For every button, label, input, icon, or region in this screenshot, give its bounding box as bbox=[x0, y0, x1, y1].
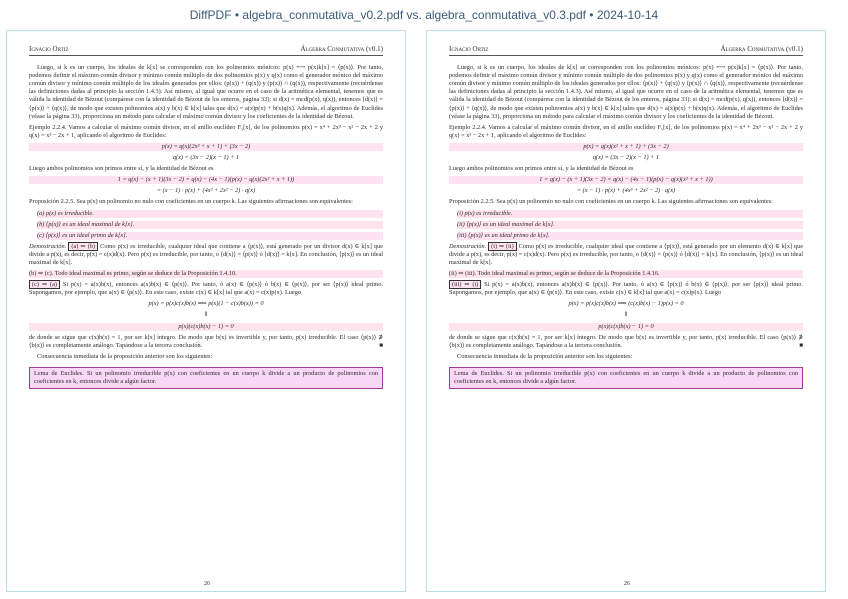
proposition-paragraph: Proposición 2.2.5. Sea p(x) un polinomio no nulo con coeficientes en un cuerpo k. Las siguientes afirmaciones son equivalentes: bbox=[449, 198, 773, 206]
consequence-paragraph: Consecuencia inmediata de la proposición anterior son los siguientes: bbox=[37, 352, 213, 360]
proof-text-3: Si p(x) = a(x)b(x), entonces a(x)b(x) ∈ ⟨p(x)⟩. Por tanto, ó a(x) ∈ ⟨p(x)⟩ ó b(x) ∈ ⟨p(x)⟩, por ser ⟨p(x)⟩ ideal primo. Supongamos, por ejemplo, que a(x) ∈ ⟨p(x)⟩. En este caso, existe c(x) ∈ k[x] tal que a(x) = c(x)p(x). Luego bbox=[449, 281, 804, 297]
intro-paragraph: Luego, si k es un cuerpo, los ideales de k[x] se corresponden con los polinomios mónicos: p(x) ⟷ p(x)k[x] = ⟨p(x)⟩. Por tanto, podemos definir el máximo común divisor y mínimo común múltiplo de dos polinomios p(x) y q(x) como el generador mónico del máximo común divisor y mínimo común múltiplo de los ideales generados por ellos: ⟨p(x)⟩ + ⟨q(x)⟩ y ⟨p(x)⟩ ∩ ⟨q(x)⟩, respectivamente (recuérdense las definiciones dadas al principio la sección 1.4.3). Así mismo, al igual que ocurre en el caso de la aritmética elemental, tenemos que es válida la identidad de Bézout (compárese con la identidad de Bézout de los enteros, página 33): si d(x) = mcd(p(x), q(x)), entonces ⟨d(x)⟩ = ⟨p(x)⟩ + ⟨q(x)⟩, de modo que existen polinomios a(x) y b(x) ∈ k[x] tales que d(x) = a(x)p(x) + b(x)q(x). Además, el algoritmo de Euclides (véase la página 33), proporciona un método para calcular el máximo común divisor y los coeficientes de la identidad de Bézout. bbox=[449, 64, 803, 120]
proposition-item-2: (ii) ⟨p(x)⟩ es un ideal maximal de k[x]. bbox=[457, 221, 803, 229]
page-number: 26 bbox=[624, 581, 630, 587]
equation-euclid-1: p(x) = q(x)(2x² + x + 1) + (3x − 2) bbox=[29, 143, 383, 151]
left-page-content bbox=[29, 45, 383, 389]
proposition-item-3: (iii) ⟨p(x)⟩ es un ideal primo de k[x]. bbox=[457, 232, 803, 240]
equation-proof-2: p(x)(c(x)b(x) − 1) = 0 bbox=[29, 323, 383, 331]
proof-paragraph-1 bbox=[29, 243, 383, 267]
proof-step-box-1: (i) ⇒ (ii) bbox=[488, 242, 517, 251]
example-paragraph: Ejemplo 2.2.4. Vamos a calcular el máximo común divisor, en el anillo euclídeo F₅[x], de los polinomios p(x) = x⁴ + 2x³ − x² − 2x + 2 y q(x) = x³ − 2x + 1, aplicando el algoritmo de Euclides: bbox=[29, 123, 383, 139]
proof-paragraph-2: (b) ⇒ (c). Todo ideal maximal es primo, según se deduce de la Proposición 1.4.10. bbox=[29, 270, 383, 278]
proof-text-1: Como p(x) es irreducible, cualquier ideal que contiene a ⟨p(x)⟩, está generado por un elemento d(x) ∈ k[x] que divide a p(x), es decir, p(x) = c(x)d(x). Pero p(x) es irreducible, por tanto, o ⟨d(x)⟩ = ⟨p(x)⟩ ó ⟨d(x)⟩ = k[x]. En conclusión, ⟨p(x)⟩ es un ideal maximal de k[x]. bbox=[449, 242, 804, 266]
proposition-item-1: (a) p(x) es irreducible. bbox=[37, 210, 383, 218]
proof-text-4: de donde se sigue que c(x)b(x) = 1, por ser k[x] íntegro. De modo que b(x) es invertible y, por tanto, p(x) irreducible. El caso ⟨p(x)⟩ ∌ ⟨b(x)⟩ es completamente análogo. Tapándose a la tercera conclusión. bbox=[29, 333, 383, 349]
equation-proof-1: p(x) = p(x)c(x)b(x) ⟹ p(x)(1 − c(x)b(x)) = 0 bbox=[148, 300, 264, 308]
header-author: Ignacio Ortiz bbox=[29, 45, 69, 53]
bezout-paragraph: Luego ambos polinomios son primos entre sí, y la identidad de Bézout es bbox=[449, 165, 634, 173]
running-header bbox=[29, 45, 383, 56]
equation-proof-1: p(x) = p(x)c(x)b(x) ⟹ (c(x)b(x) − 1)p(x) = 0 bbox=[568, 300, 684, 308]
proof-paragraph-1 bbox=[449, 243, 803, 267]
proof-text-4: de donde se sigue que c(x)b(x) = 1, por ser k[x] íntegro. De modo que b(x) es invertible y, por tanto, p(x) irreducible. El caso ⟨p(x)⟩ ∌ ⟨b(x)⟩ es completamente análogo. Tapándose a la tercera conclusión. bbox=[449, 333, 803, 349]
lemma-box: Lema de Euclides. Si un polinomio irreducible p(x) con coeficientes en un cuerpo k divide a un producto de polinomios con coeficientes en k, entonces divide a algún factor. bbox=[449, 367, 803, 389]
right-pdf-page[interactable] bbox=[426, 30, 826, 592]
intro-paragraph: Luego, si k es un cuerpo, los ideales de k[x] se corresponden con los polinomios mónicos: p(x) ⟷ p(x)k[x] = ⟨p(x)⟩. Por tanto, podemos definir el máximo común divisor y mínimo común múltiplo de dos polinomios p(x) y q(x) como el generador mónico del máximo común divisor y mínimo común múltiplo de los ideales generados por ellos: (p(x)) + (q(x)) y (p(x)) ∩ (q(x)), respectivamente (recuérdense las definiciones dadas al principio la sección 1.4.3). Así mismo, al igual que ocurre en el caso de la aritmética elemental, tenemos que es válida la identidad de Bézout (compárese con la identidad de Bézout de los enteros, página 33): si d(x) = mcd(p(x), q(x)), entonces ⟨d(x)⟩ = ⟨p(x)⟩ + ⟨q(x)⟩, de modo que existen polinomios a(x) y b(x) ∈ k[x] tales que d(x) = a(x)p(x) + b(x)q(x). Además, el algoritmo de Euclides (véase la página 33), proporciona un método para calcular el máximo común divisor y los coeficientes de la identidad de Bézout. bbox=[29, 64, 383, 120]
equation-bezout-2: = (x − 1) · p(x) + (4x³ + 2x² − 2) · q(x) bbox=[576, 187, 676, 195]
proposition-item-3: (c) ⟨p(x)⟩ es un ideal primo de k[x]. bbox=[37, 232, 383, 240]
right-page-content bbox=[449, 45, 803, 389]
proof-label: Demostración. bbox=[449, 242, 487, 250]
proof-paragraph-3 bbox=[29, 281, 383, 297]
implies-arrow: ⇓ bbox=[623, 311, 629, 319]
header-author: Ignacio Ortiz bbox=[449, 45, 489, 53]
page-number: 26 bbox=[204, 581, 210, 587]
header-title: Álgebra Conmutativa (v0.1) bbox=[300, 45, 383, 53]
proof-label: Demostración. bbox=[29, 242, 67, 250]
proposition-paragraph: Proposición 2.2.5. Sea p(x) un polinomio no nulo con coeficientes en un cuerpo k. Las siguientes afirmaciones son equivalentes: bbox=[29, 198, 353, 206]
proposition-item-1: (i) p(x) es irreducible. bbox=[457, 210, 803, 218]
left-pdf-page[interactable] bbox=[6, 30, 406, 592]
example-paragraph: Ejemplo 2.2.4. Vamos a calcular el máximo común divisor, en el anillo euclídeo F₅[x], de los polinomios p(x) = x⁴ + 2x³ − x² − 2x + 2 y q(x) = x³ − 2x + 1, aplicando el algoritmo de Euclides: bbox=[449, 123, 803, 139]
equation-euclid-2: q(x) = (3x − 2)(x − 1) + 1 bbox=[172, 154, 240, 162]
proof-paragraph-2: (ii) ⇒ (iii). Todo ideal maximal es primo, según se deduce de la Proposición 1.4.16. bbox=[449, 270, 803, 278]
proof-step-box-1: (a) ⇒ (b) bbox=[68, 242, 98, 251]
implies-arrow: ⇓ bbox=[203, 311, 209, 319]
equation-proof-2: p(x)(c(x)b(x) − 1) = 0 bbox=[449, 323, 803, 331]
proof-text-3: Si p(x) = a(x)b(x), entonces a(x)b(x) ∈ ⟨p(x)⟩. Por tanto, ó a(x) ∈ ⟨p(x)⟩ ó b(x) ∈ ⟨p(x)⟩, por ser ⟨p(x)⟩ ideal primo. Supongamos, por ejemplo, que a(x) ∈ ⟨p(x)⟩. En este caso, existe c(x) ∈ k[x] tal que a(x) = c(x)p(x). Luego bbox=[29, 281, 383, 297]
equation-bezout-1: 1 = q(x) − (x + 1)(3x − 2) = q(x) − (4x − 1)(p(x) − q(x)(x² + x + 1)) bbox=[449, 176, 803, 184]
qed-symbol: ■ bbox=[379, 341, 383, 349]
bezout-paragraph: Luego ambos polinomios son primos entre sí, y la identidad de Bézout es bbox=[29, 165, 214, 173]
equation-bezout-2: = (x − 1) · p(x) + (4x³ + 2x² − 2) · q(x) bbox=[156, 187, 256, 195]
header-title: Álgebra Conmutativa (v0.1) bbox=[720, 45, 803, 53]
equation-euclid-2: q(x) = (3x − 2)(x − 1) + 1 bbox=[592, 154, 660, 162]
qed-symbol: ■ bbox=[799, 341, 803, 349]
equation-bezout-1: 1 = q(x) − (x + 1)(3x − 2) = q(x) − (4x − 1)(p(x) − q(x)(2x² + x + 1)) bbox=[29, 176, 383, 184]
equation-euclid-1: p(x) = q(x)(x² + x + 1) + (3x − 2) bbox=[449, 143, 803, 151]
proof-paragraph-4 bbox=[29, 334, 383, 350]
window-title: DiffPDF • algebra_conmutativa_v0.2.pdf vs. algebra_conmutativa_v0.3.pdf • 2024-10-14 bbox=[189, 8, 659, 22]
proposition-item-2: (b) ⟨p(x)⟩ es un ideal maximal de k[x]. bbox=[37, 221, 383, 229]
proof-text-1: Como p(x) es irreducible, cualquier ideal que contiene a ⟨p(x)⟩, está generado por un divisor d(x) ∈ k[x] que divide a p(x), es decir, p(x) = c(x)d(x). Pero p(x) es irreducible, por tanto, o ⟨d(x)⟩ = ⟨p(x)⟩ ó ⟨d(x)⟩ = k[x]. En conclusión, ⟨p(x)⟩ es un ideal maximal de k[x]. bbox=[29, 242, 384, 266]
proof-step-box-2: (c) ⇒ (a) bbox=[29, 280, 60, 289]
lemma-box: Lema de Euclides. Si un polinomio irreducible p(x) con coeficientes en un cuerpo k divide a un producto de polinomios con coeficientes en k, entonces divide a algún factor. bbox=[29, 367, 383, 389]
proof-paragraph-3 bbox=[449, 281, 803, 297]
consequence-paragraph: Consecuencia inmediata de la proposición anterior son los siguientes: bbox=[457, 352, 633, 360]
proof-step-box-2: (iii) ⇒ (i) bbox=[449, 280, 481, 289]
proof-paragraph-4 bbox=[449, 334, 803, 350]
running-header bbox=[449, 45, 803, 56]
